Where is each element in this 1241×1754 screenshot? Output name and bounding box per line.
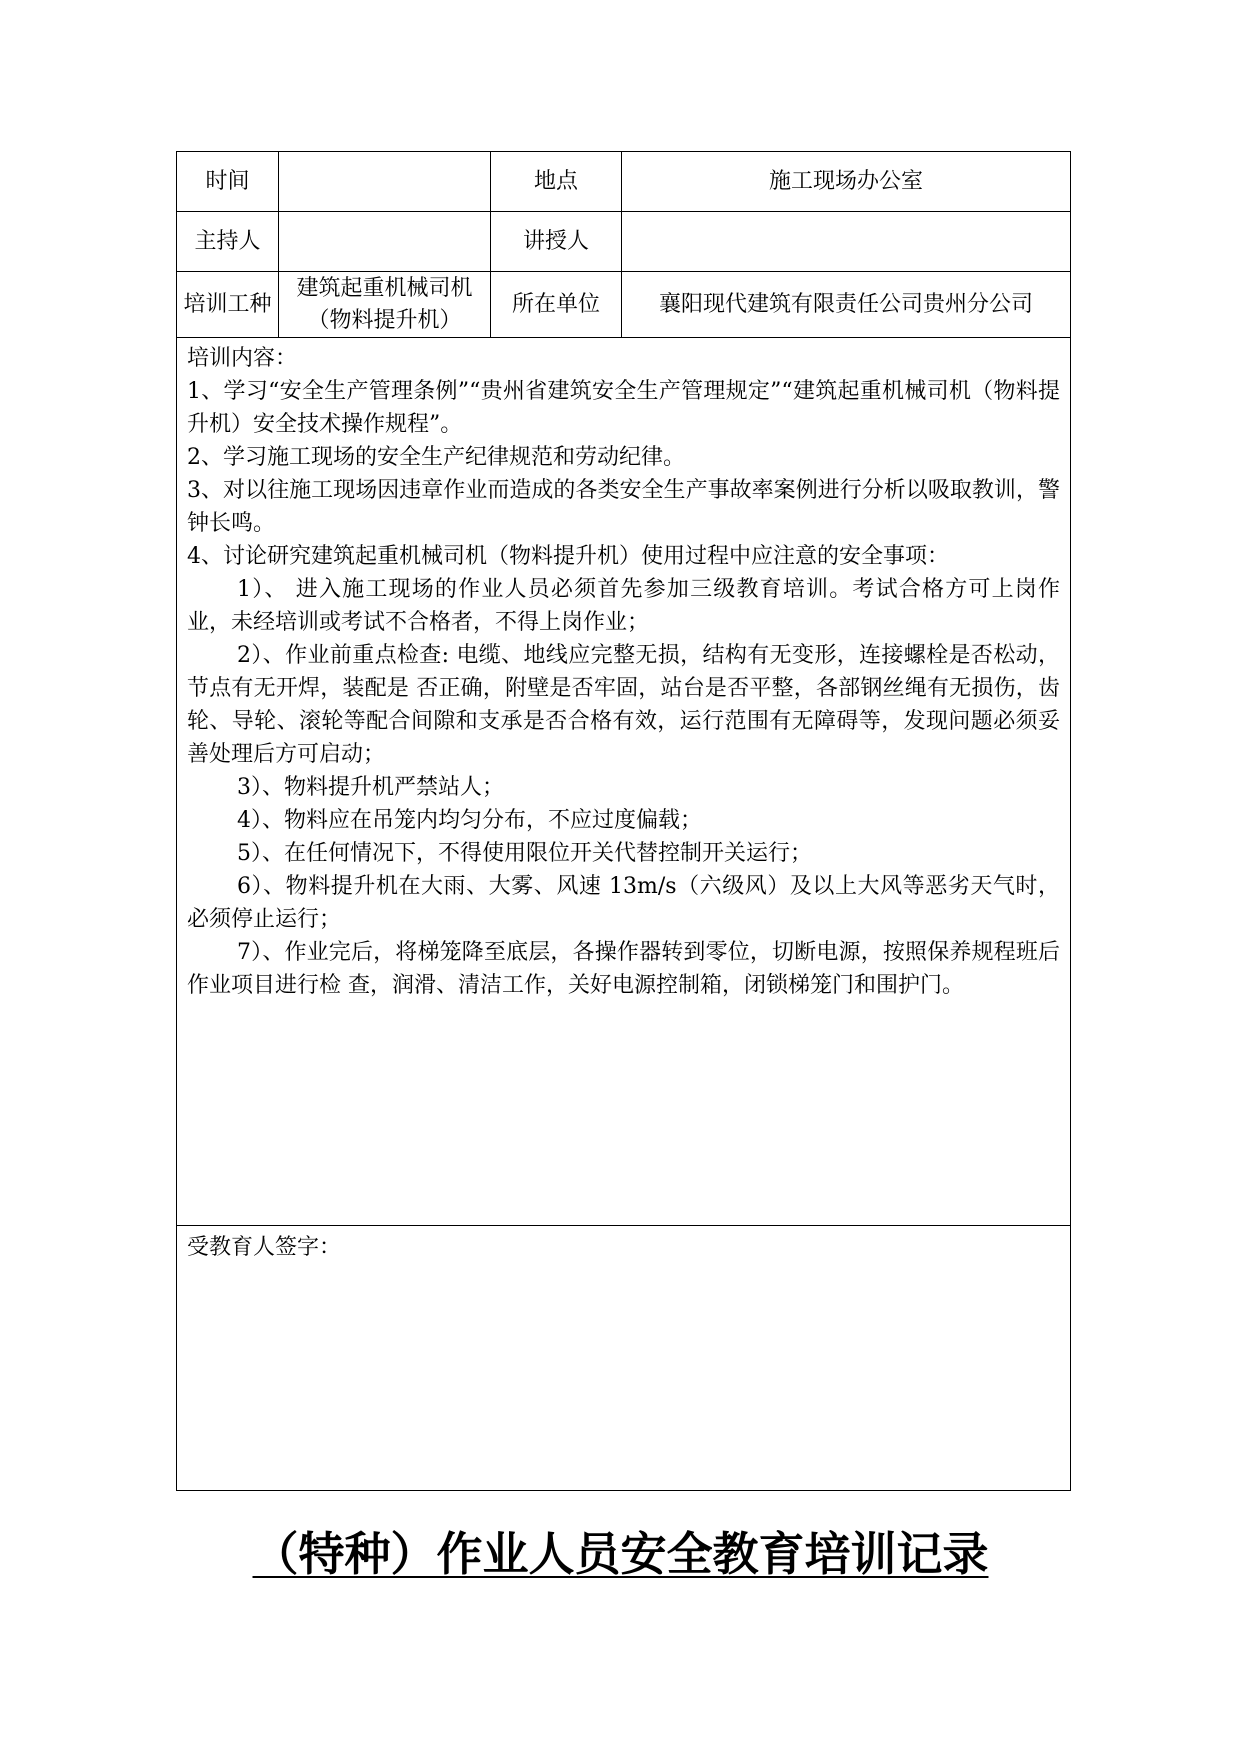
unit-label: 所在单位 [491,272,622,338]
content-subitem: 5）、在任何情况下，不得使用限位开关代替控制开关运行； [237,841,812,866]
content-subitem: 3）、物料提升机严禁站人； [237,775,504,800]
location-label: 地点 [491,152,622,212]
content-item: 4、讨论研究建筑起重机械司机（物料提升机）使用过程中应注意的安全事项： [187,544,949,569]
content-item: 3、对以往施工现场因违章作业而造成的各类安全生产事故率案例进行分析以吸取教训，警钟长鸣。 [187,478,1060,536]
job-type-label: 培训工种 [177,272,279,338]
document-title-text: （特种）作业人员安全教育培训记录 [252,1527,989,1581]
time-label: 时间 [177,152,279,212]
row-signature [177,1226,1071,1491]
signature-label: 受教育人签字： [187,1235,342,1260]
document-title [0,1518,1241,1584]
content-subitem: 6）、物料提升机在大雨、大雾、风速 13m/s（六级风）及以上大风等恶劣天气时，必须停止运行； [187,874,1060,932]
content-subitem: 1）、 进入施工现场的作业人员必须首先参加三级教育培训。考试合格方可上岗作业，未经培训或考试不合格者，不得上岗作业； [187,577,1060,635]
training-record-table [176,151,1071,1491]
lecturer-value [622,212,1071,272]
row-job-unit [177,272,1071,338]
signature-cell [177,1226,1071,1491]
content-subitem: 2）、作业前重点检查: 电缆、地线应完整无损，结构有无变形，连接螺栓是否松动，节点有无开焊，装配是 否正确，附壁是否牢固，站台是否平整，各部钢丝绳有无损伤，齿轮、导轮、滚轮等配合间隙和支承是否合格有效，运行范围有无障碍等，发现问题必须妥善处理后方可启动； [187,643,1060,767]
content-item: 2、学习施工现场的安全生产纪律规范和劳动纪律。 [187,445,685,470]
row-training-content [177,338,1071,1226]
row-host-lecturer [177,212,1071,272]
row-time-location [177,152,1071,212]
host-value [279,212,491,272]
location-value: 施工现场办公室 [622,152,1071,212]
training-content [177,338,1071,1226]
content-subitem: 4）、物料应在吊笼内均匀分布，不应过度偏载； [237,808,702,833]
content-heading: 培训内容： [187,346,298,371]
job-type-value: 建筑起重机械司机（物料提升机） [279,272,491,338]
lecturer-label: 讲授人 [491,212,622,272]
time-value [279,152,491,212]
content-subitem: 7）、作业完后，将梯笼降至底层，各操作器转到零位，切断电源，按照保养规程班后作业项目进行检 查，润滑、清洁工作，关好电源控制箱，闭锁梯笼门和围护门。 [187,940,1060,998]
unit-value: 襄阳现代建筑有限责任公司贵州分公司 [622,272,1071,338]
content-item: 1、学习“安全生产管理条例”“贵州省建筑安全生产管理规定”“建筑起重机械司机（物料提升机）安全技术操作规程”。 [187,379,1060,437]
host-label: 主持人 [177,212,279,272]
